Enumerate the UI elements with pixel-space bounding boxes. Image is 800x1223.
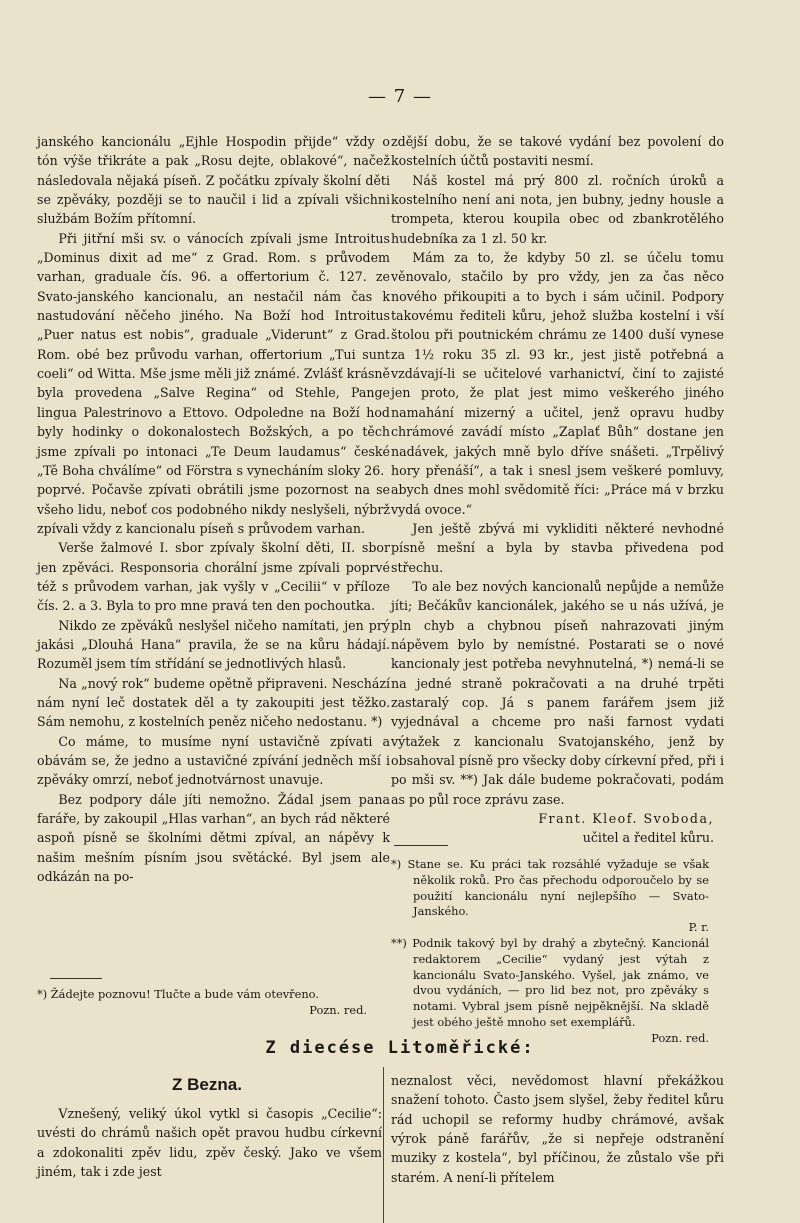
signature <box>391 809 724 848</box>
footnote-text: *) Žádejte poznovu! Tlučte a bude vám otevřeno. <box>37 987 319 1001</box>
paragraph: Jen ještě zbývá mi vykliditi některé nevhodné písně mešní a byla by stavba přivedena pod střechu. <box>391 520 724 575</box>
footnote-sign: P. r. <box>688 920 709 935</box>
paragraph: Na „nový rok“ budeme opětně připraveni. Neschází nám nyní leč dostatek děl a ty zakoupiti jest těžko. Sám nemohu, z kostelních peněz ničeho nedostanu. *) <box>37 675 390 730</box>
footnote-sign: Pozn. red. <box>309 1002 367 1017</box>
left-column <box>37 132 390 886</box>
footnote-text: *) Stane se. Ku práci tak rozsáhlé vyžaduje se však několik roků. Pro čas přechodu odporoučelo by se použití kancionálu nyní nejlepšího — Svato-Janského. <box>391 857 709 919</box>
paragraph: Vznešený, veliký úkol vytkl si časopis „Cecilie“: uvésti do chrámů našich opět pravou hudbu církevní a zdokonaliti zpěv lidu, zpěv český. Jako ve všem jiném, tak i zde jest <box>37 1106 382 1180</box>
paragraph: Mám za to, že kdyby 50 zl. se účelu tomu věnovalo, stačilo by pro vždy, jen za čas něco nového přikoupiti a to bych i sám učinil. Podpory takovému řediteli kůru, jehož služba kostelní i vší štolou při poutnickém chrámu ze 1400 duší vynese za 1½ roku 35 zl. 93 kr., jest jistě potřebná a vzdávají-li se učitelové varhanictví, činí to zajisté jen proto, že plat jest mimo veškerého jiného namahání mizerný a učitel, jenž opravu hudby chrámové zavádí místo „Zaplať Bůh“ dostane jen nadávek, jakých mně bylo dříve snášeti. „Trpělivý hory přenáší“, a tak i snesl jsem veškeré pomluvy, abych dnes mohl svědomitě říci: „Práce má v brzku vydá ovoce.“ <box>391 250 724 517</box>
signature-title: učitel a ředitel kůru. <box>582 830 714 846</box>
footnote-sign: Pozn. red. <box>651 1030 709 1045</box>
paragraph: zdější dobu, že se takové vydání bez povolení do kostelních účtů postaviti nesmí. <box>391 134 724 169</box>
paragraph: poprvé. Počavše zpívati obrátili jsme pozornost na se všeho lidu, neboť cos podobného nikdy neslyšeli, nýbrž zpívali vždy z kancionalu píseň s průvodem varhan. <box>37 482 390 536</box>
paragraph: Bez podpory dále jíti nemožno. Žádal jsem pana faráře, by zakoupil „Hlas varhan“, an bych rád některé aspoň písně se školními dětmi zpíval, an nápěvy k našim mešním písním jsou světácké. Byl jsem ale odkázán na po- <box>37 791 390 885</box>
paragraph: Náš kostel má prý 800 zl. ročních úroků a kostelního není ani nota, jen bubny, jedny housle a trompeta, kterou koupila obec od zbankrotělého hudebníka za 1 zl. 50 kr. <box>391 172 724 246</box>
section-heading: Z diecése Litoměřické: <box>265 1038 535 1058</box>
bottom-left-column <box>37 1104 382 1181</box>
paragraph: Při jitřní mši sv. o vánocích zpívali jsme Introitus „Dominus dixit ad me“ z Grad. Rom. s průvodem varhan, graduale čís. 96. a offertorium č. 127. ze Svato-janského kancionalu, an nestačil nám čas k nastudování něčeho jiného. Na Boží hod Introitus „Puer natus est nobis“, graduale „Viderunt“ z Grad. Rom. obé bez průvodu varhan, offertorium „Tui sunt coeli“ od Witta. Mše jsme měli již známé. Zvlášť krásně byla provedena „Salve Regina“ od Stehle, Pange lingua Palestrinovo a Ettovo. Odpoledne na Boží hod byly hodinky o dokonalostech Božských, a po těch jsme zpívali po intonaci „Te Deum laudamus“ české „Tě Boha chválíme“ od Förstra s vynecháním sloky 26. <box>37 230 390 478</box>
paragraph: To ale bez nových kancionalů nepůjde a nemůže jíti; Bečákův kancionálek, jakého se u nás užívá, je pln chyb a chybnou píseň nahrazovati jiným nápěvem bylo by nemístné. Postarati se o nové kancionaly jest potřeba nevyhnutelná, *) nemá-li se na jedné straně pokračovati a na druhé trpěti zastaralý cop. Já s panem farářem jsem již vyjednával a chceme pro naši farnost vydati výtažek z kancionalu Svatojanského, jenž by obsahoval písně pro všecky doby církevní před, při i po mši sv. **) Jak dále budeme pokračovati, podám as po půl roce zprávu zase. <box>391 578 724 807</box>
footnote-divider <box>394 845 448 846</box>
column-divider <box>383 1067 384 1223</box>
bottom-right-column <box>391 1071 724 1187</box>
paragraph: Co máme, to musíme nyní ustavičně zpívati a obávám se, že jedno a ustavičné zpívání jedněch mší i zpěváky omrzí, neboť jednotvárnost unavuje. <box>37 733 390 788</box>
signature-name: Frant. Kleof. Svoboda, <box>538 811 714 827</box>
page-number: — 7 — <box>368 86 432 107</box>
footnote-divider <box>50 978 102 979</box>
paragraph: janského kancionálu „Ejhle Hospodin přijde“ vždy o tón výše třikráte a pak „Rosu dejte, oblakové“, načež následovala nějaká píseň. Z počátku zpívaly školní děti se zpěváky, později se to naučil i lid a zpívali všichni službám Božím přítomní. <box>37 134 390 227</box>
footnote-text: **) Podnik takový byl by drahý a zbytečný. Kancionál redaktorem „Cecilie“ vydaný jest výtah z kancionálu Svato-Janského. Vyšel, jak známo, ve dvou vydáních, — pro lid bez not, pro zpěváky s notami. Vybral jsem písně nejpěknější. Na skladě jest obého ještě mnoho set exemplářů. <box>391 935 709 1029</box>
footnotes-right <box>391 857 709 1047</box>
paragraph: Nikdo ze zpěváků neslyšel ničeho namítati, jen prý jakási „Dlouhá Hana“ pravila, že se na kůru hádají. Rozuměl jsem tím střídání se jednotlivých hlasů. <box>37 617 390 672</box>
paragraph: neznalost věci, nevědomost hlavní překážkou snažení tohoto. Často jsem slyšel, žeby ředitel kůru rád uchopil se reformy hudby chrámové, avšak výrok páně farářův, „že si nepřeje odstranění muziky z kostela“, byl příčinou, že zůstalo vše při starém. A není-li přítelem <box>391 1073 724 1185</box>
footnote-left <box>37 987 367 1019</box>
right-column <box>391 132 724 848</box>
sub-heading: Z Bezna. <box>172 1075 242 1094</box>
paragraph: Verše žalmové I. sbor zpívaly školní děti, II. sbor jen zpěváci. Responsoria chorální jsme zpívali poprvé též s průvodem varhan, jak vyšly v „Cecilii“ v příloze čís. 2. a 3. Byla to pro mne pravá ten den pochoutka. <box>37 540 390 614</box>
